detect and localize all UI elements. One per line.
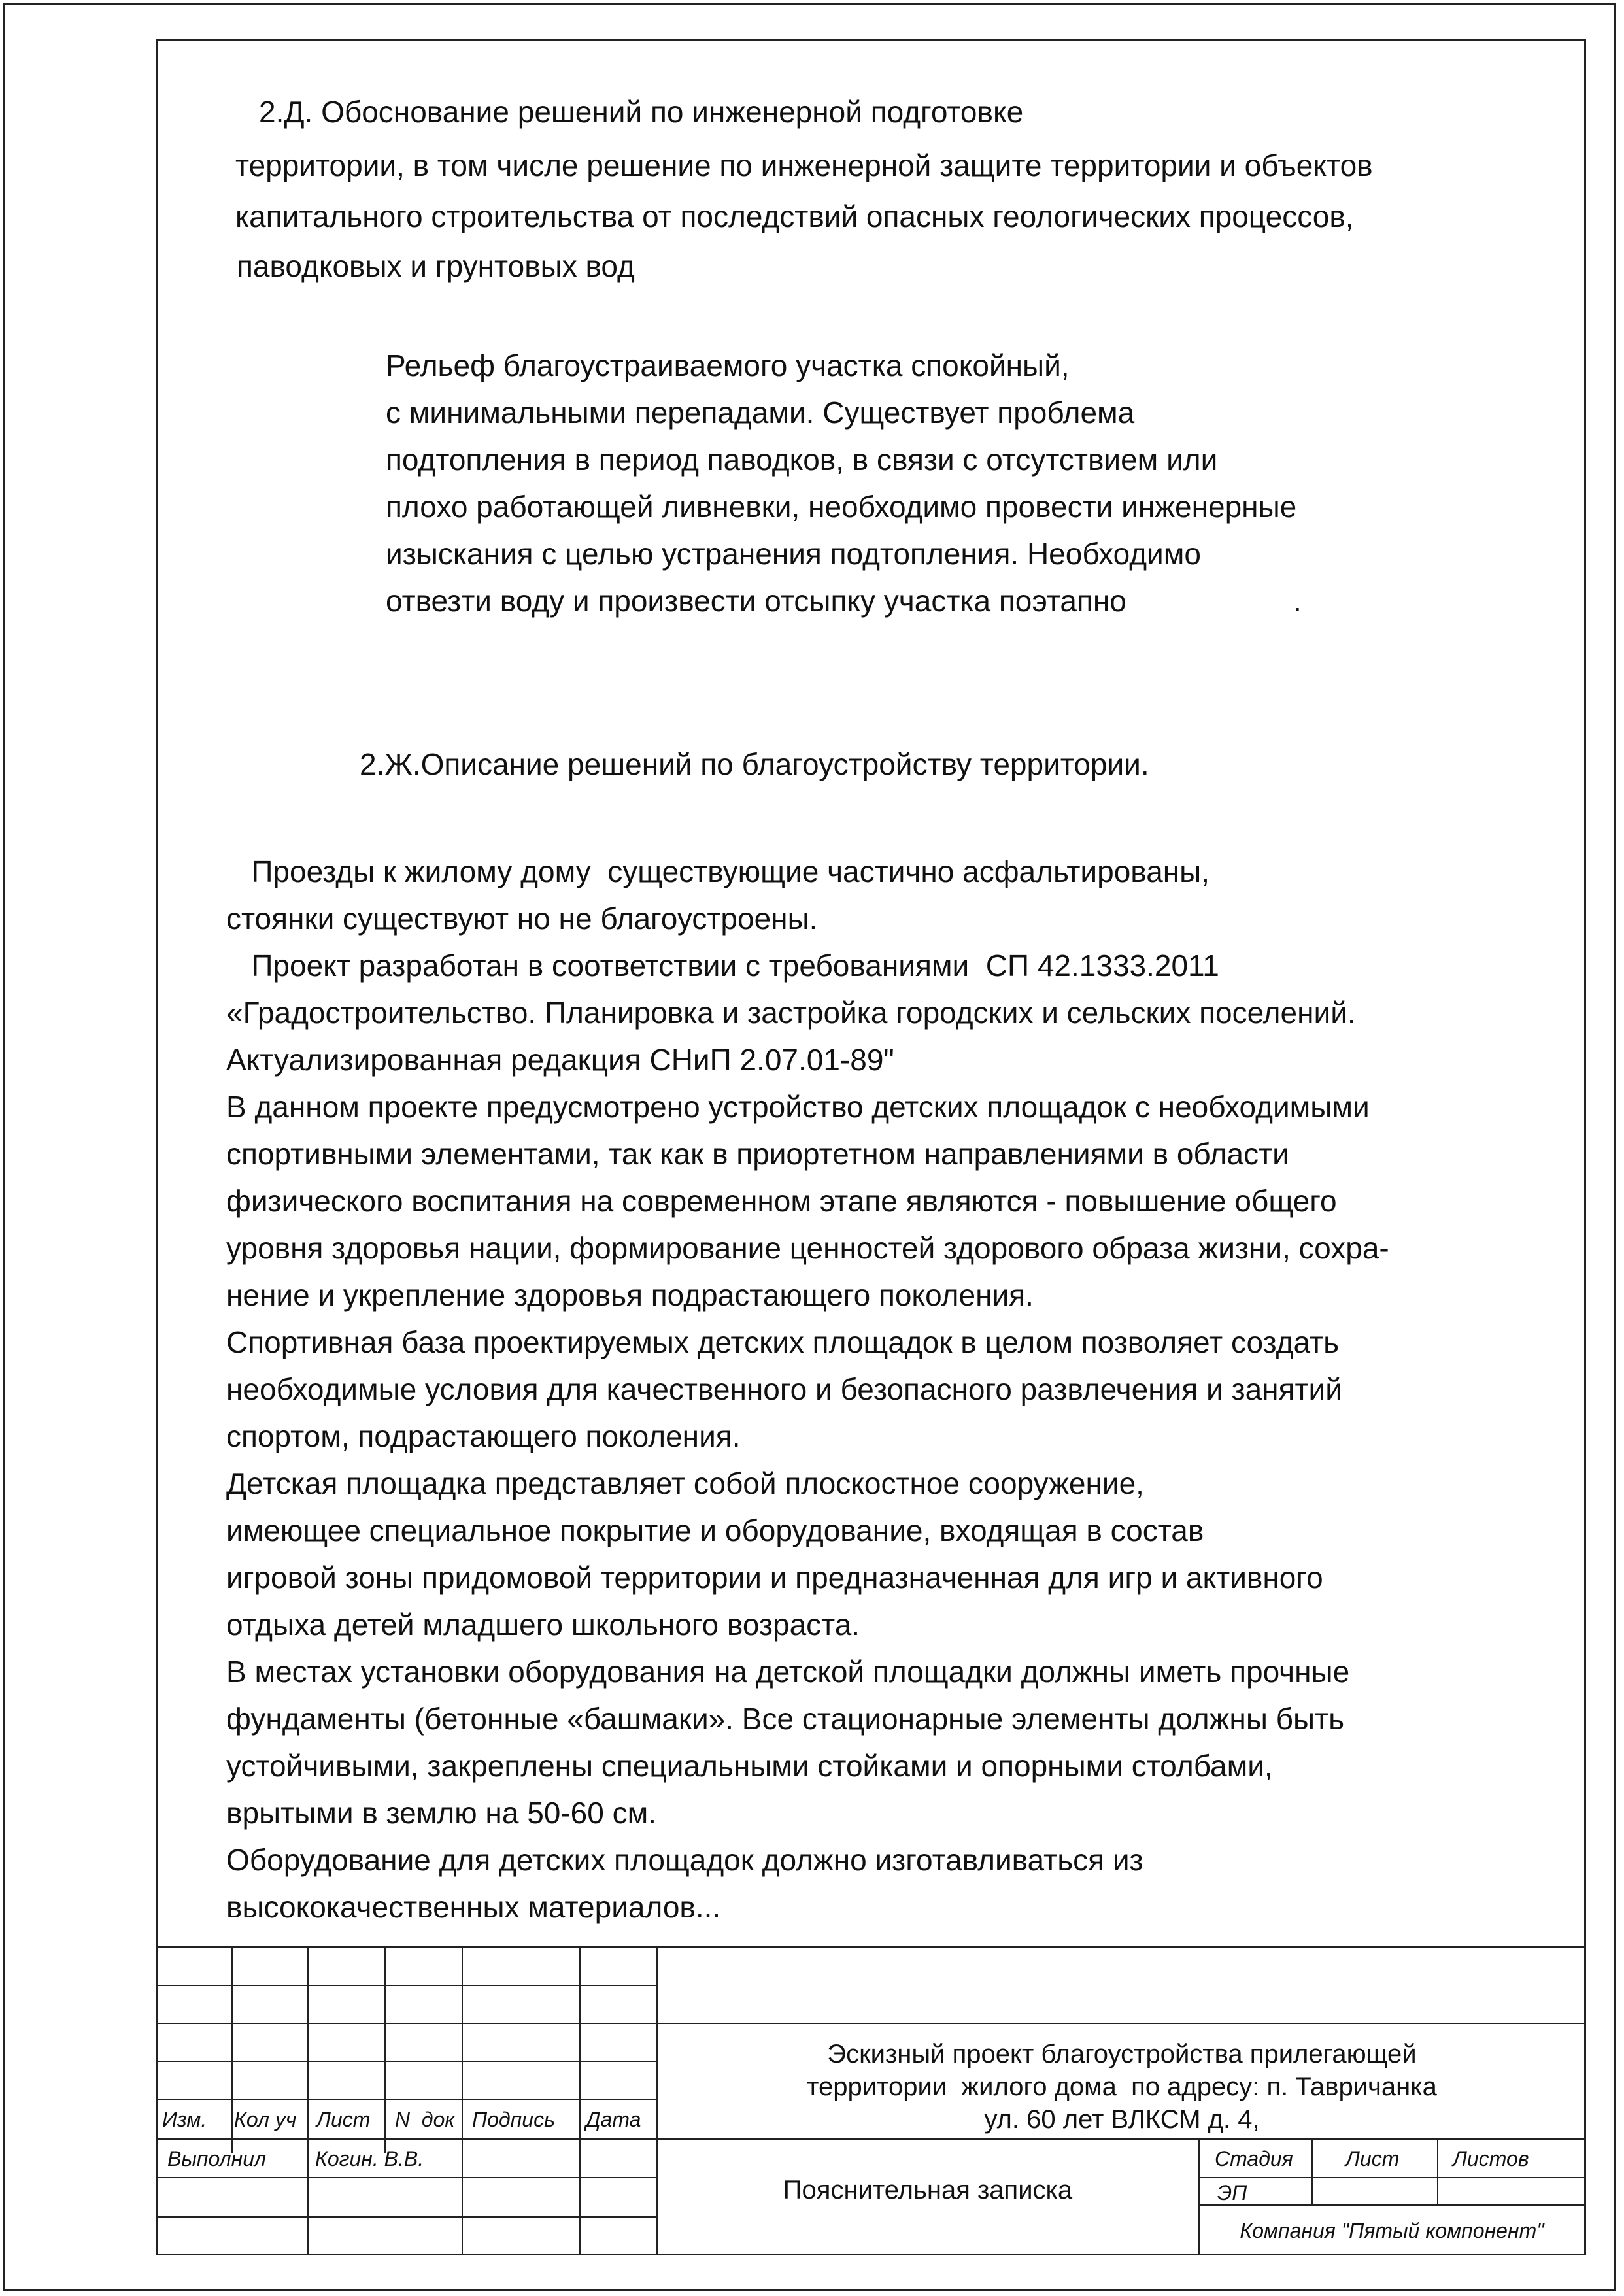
paragraph-line: с минимальными перепадами. Существует проблема [386, 396, 1135, 430]
paragraph-line: физического воспитания на современном этапе являются - повышение общего [226, 1184, 1337, 1218]
header-list: Лист [316, 2108, 371, 2131]
grid-line [156, 2216, 658, 2218]
grid-line [231, 1946, 233, 2153]
header-n-dok: N док [395, 2108, 455, 2131]
document-name: Пояснительная записка [783, 2176, 1073, 2204]
header-data: Дата [586, 2108, 641, 2131]
grid-line [156, 2138, 1586, 2140]
performer-name: Когин. В.В. [315, 2147, 424, 2170]
paragraph-line: высококачественных материалов... [226, 1890, 721, 1924]
paragraph-line: Оборудование для детских площадок должно изготавливаться из [226, 1843, 1143, 1877]
paragraph-line: нение и укрепление здоровья подрастающего поколения. [226, 1278, 1034, 1312]
grid-line [1198, 2177, 1586, 2178]
paragraph-line: подтопления в период паводков, в связи с отсутствием или [386, 443, 1218, 477]
sheets-label: Листов [1453, 2147, 1529, 2170]
paragraph-line: отдыха детей младшего школьного возраста. [226, 1608, 860, 1642]
grid-line [307, 1946, 309, 2255]
paragraph-line: фундаменты (бетонные «башмаки». Все стационарные элементы должны быть [226, 1702, 1345, 1736]
paragraph-line: отвезти воду и произвести отсыпку участка поэтапно [386, 584, 1126, 618]
paragraph-line: Детская площадка представляет собой плоскостное сооружение, [226, 1466, 1144, 1500]
trailing-dot: . [1293, 584, 1302, 618]
project-title-line: территории жилого дома по адресу: п. Тавричанка [807, 2072, 1437, 2101]
paragraph-line: Проект разработан в соответствии с требованиями СП 42.1333.2011 [226, 949, 1219, 983]
grid-line [656, 1946, 658, 2255]
section-d-heading-line: паводковых и грунтовых вод [237, 249, 635, 283]
title-block-top-border [156, 1946, 1586, 1948]
section-d-heading-line: капитального строительства от последствий опасных геологических процессов, [235, 199, 1354, 233]
paragraph-line: «Градостроительство. Планировка и застройка городских и сельских поселений. [226, 996, 1356, 1030]
project-title-line: Эскизный проект благоустройства прилегающей [827, 2040, 1417, 2068]
section-d-heading-line: 2.Д. Обоснование решений по инженерной подготовке [259, 95, 1024, 129]
paragraph-line: спортивными элементами, так как в приортетном направлениями в области [226, 1137, 1289, 1171]
grid-line [1311, 2138, 1313, 2204]
section-d-heading-line: территории, в том числе решение по инженерной защите территории и объектов [235, 148, 1373, 182]
paragraph-line: имеющее специальное покрытие и оборудование, входящая в состав [226, 1513, 1204, 1547]
paragraph-line: игровой зоны придомовой территории и предназначенная для игр и активного [226, 1561, 1323, 1595]
header-podpis: Подпись [472, 2108, 555, 2131]
stage-value: ЭП [1217, 2181, 1247, 2204]
header-kol-uch: Кол уч [234, 2108, 297, 2131]
paragraph-line: стоянки существуют но не благоустроены. [226, 902, 818, 936]
performed-label: Выполнил [167, 2147, 267, 2170]
paragraph-line: уровня здоровья нации, формирование ценностей здорового образа жизни, сохра- [226, 1231, 1389, 1265]
company-name: Компания "Пятый компонент" [1240, 2219, 1544, 2242]
paragraph-line: спортом, подрастающего поколения. [226, 1419, 741, 1453]
paragraph-line: необходимые условия для качественного и безопасного развлечения и занятий [226, 1372, 1342, 1406]
paragraph-line: Спортивная база проектируемых детских площадок в целом позволяет создать [226, 1325, 1340, 1359]
paragraph-line: В данном проекте предусмотрено устройство детских площадок с необходимыми [226, 1090, 1370, 1124]
header-izm: Изм. [162, 2108, 207, 2131]
project-title-line: ул. 60 лет ВЛКСМ д. 4, [984, 2105, 1260, 2134]
paragraph-line: изыскания с целью устранения подтопления. Необходимо [386, 537, 1201, 571]
grid-line [156, 2023, 1586, 2024]
paragraph-line: устойчивыми, закреплены специальными стойками и опорными столбами, [226, 1749, 1273, 1783]
grid-line [462, 1946, 463, 2255]
grid-line [1198, 2204, 1586, 2206]
grid-line [156, 2177, 658, 2178]
grid-line [579, 1946, 581, 2255]
paragraph-line: Рельеф благоустраиваемого участка спокойный, [386, 348, 1070, 382]
sheet-label: Лист [1345, 2147, 1400, 2170]
paragraph-line: Актуализированная редакция СНиП 2.07.01-89" [226, 1043, 894, 1077]
grid-line [1437, 2138, 1438, 2204]
paragraph-line: врытыми в землю на 50-60 см. [226, 1796, 657, 1830]
paragraph-line: плохо работающей ливневки, необходимо провести инженерные [386, 490, 1297, 524]
paragraph-line: Проезды к жилому дому существующие частично асфальтированы, [226, 854, 1210, 888]
grid-line [384, 1946, 386, 2153]
stage-label: Стадия [1215, 2147, 1293, 2170]
section-zh-heading: 2.Ж.Описание решений по благоустройству территории. [360, 747, 1149, 781]
paragraph-line: В местах установки оборудования на детской площадки должны иметь прочные [226, 1655, 1350, 1689]
